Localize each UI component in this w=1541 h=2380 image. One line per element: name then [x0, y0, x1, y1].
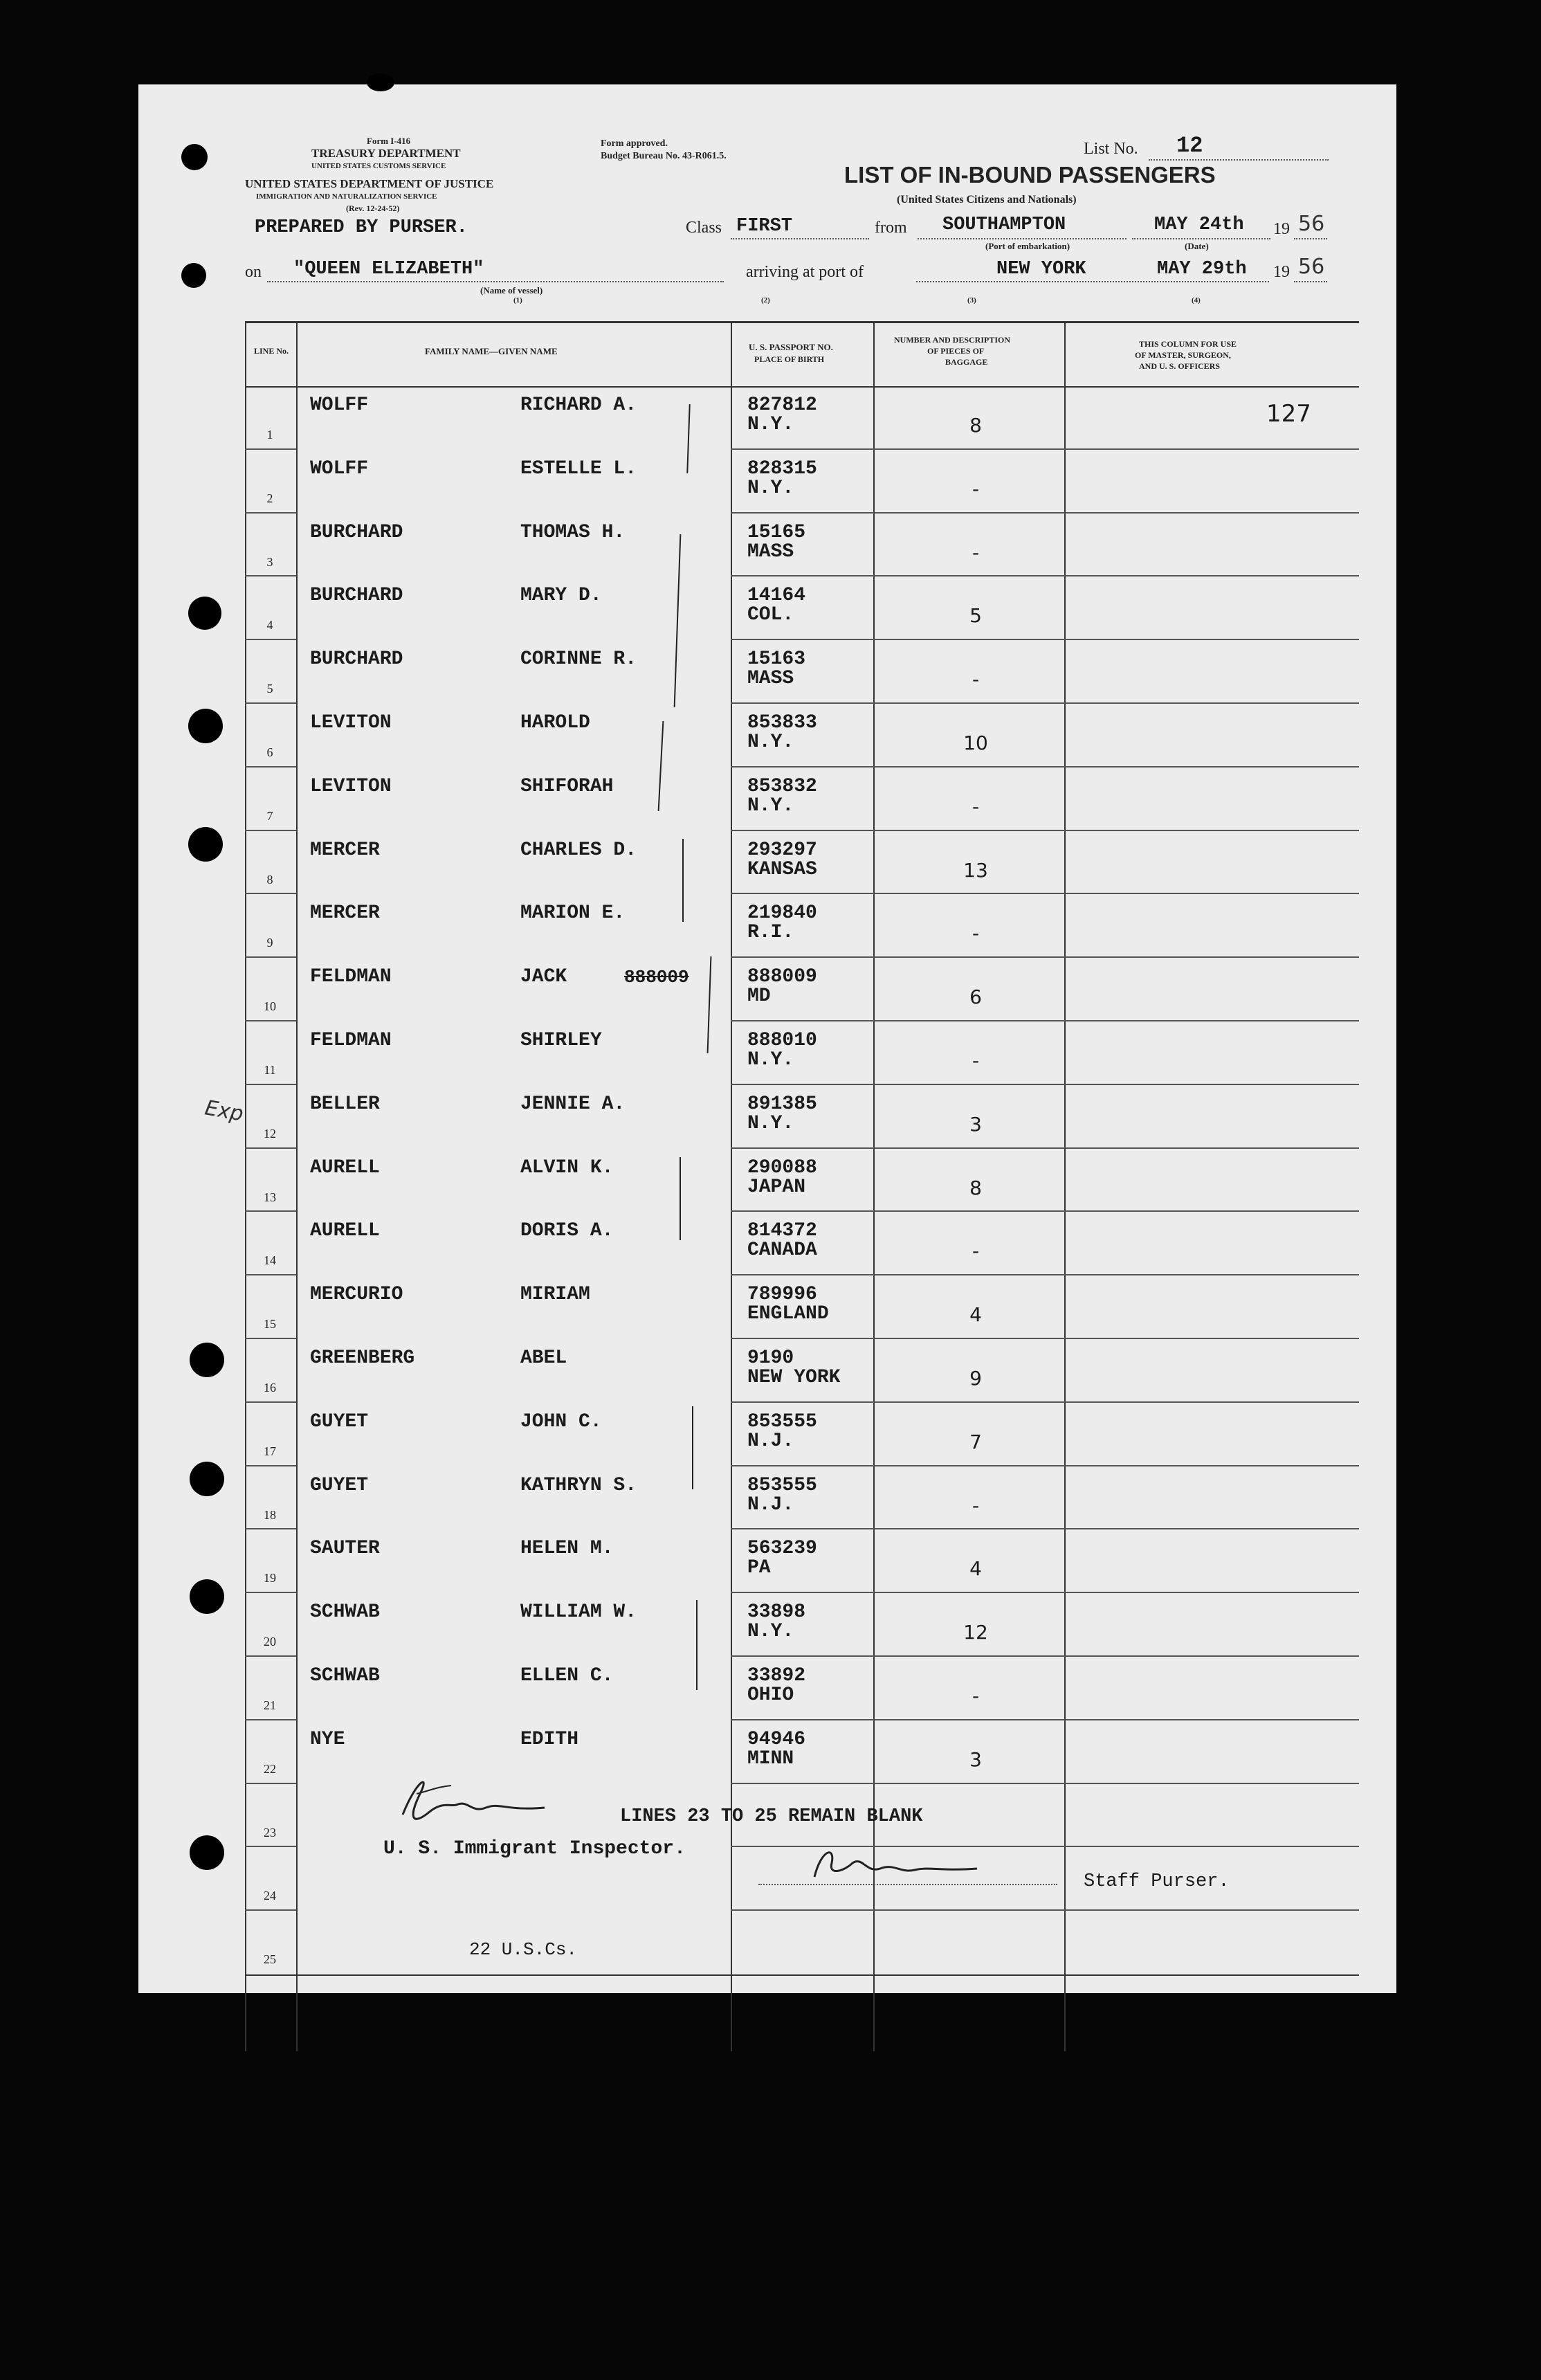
line-number: 2	[266, 491, 273, 505]
punch-hole	[190, 1835, 224, 1870]
passport-number: 94946	[747, 1728, 806, 1750]
line-number: 7	[266, 808, 273, 823]
date-caption: (Date)	[1185, 241, 1209, 251]
year1-prefix: 19	[1273, 220, 1290, 238]
baggage-count: 7	[969, 1430, 982, 1453]
line-rule	[245, 1465, 296, 1466]
family-name: BURCHARD	[310, 585, 403, 607]
row-rule	[731, 1084, 1359, 1085]
line-number: 15	[264, 1317, 276, 1332]
col-baggage-header-1: NUMBER AND DESCRIPTION	[894, 335, 1011, 345]
given-name: SHIRLEY	[520, 1030, 602, 1051]
place-of-birth: PA	[747, 1557, 771, 1579]
line-number: 8	[266, 872, 273, 887]
row-rule	[731, 1210, 1359, 1212]
family-name: GREENBERG	[310, 1347, 415, 1369]
row-rule	[731, 1783, 1359, 1784]
on-label: on	[245, 263, 262, 281]
struck-number: 888009	[624, 967, 689, 988]
line-number: 11	[264, 1063, 276, 1077]
passport-number: 888009	[747, 966, 817, 988]
row-rule	[731, 1020, 1359, 1021]
line-rule	[245, 512, 296, 514]
baggage-count: -	[972, 1049, 980, 1072]
passport-number: 853832	[747, 775, 817, 797]
line-rule	[245, 1401, 296, 1403]
place-of-birth: N.Y.	[747, 477, 794, 499]
list-no-value: 12	[1176, 133, 1203, 158]
col-officers-header-3: AND U. S. OFFICERS	[1139, 361, 1221, 371]
remain-blank-note: LINES 23 TO 25 REMAIN BLANK	[620, 1806, 923, 1827]
given-name: EDITH	[520, 1728, 579, 1750]
row-rule	[731, 1592, 1359, 1593]
class-label: Class	[686, 219, 722, 237]
family-name: BURCHARD	[310, 648, 403, 671]
place-of-birth: N.Y.	[747, 1621, 794, 1643]
given-name: HELEN M.	[520, 1538, 614, 1560]
place-of-birth: KANSAS	[747, 858, 817, 880]
family-name: SCHWAB	[310, 1665, 380, 1687]
family-name: LEVITON	[310, 775, 392, 797]
place-of-birth: MD	[747, 985, 771, 1008]
line-rule	[245, 1846, 296, 1847]
budget-bureau: Budget Bureau No. 43-R061.5.	[601, 151, 727, 161]
passport-number: 33898	[747, 1601, 806, 1624]
line-rule	[245, 1020, 296, 1021]
line-rule	[245, 1147, 296, 1149]
line-number: 25	[264, 1952, 276, 1967]
line-number: 24	[264, 1889, 276, 1903]
given-name: THOMAS H.	[520, 521, 626, 543]
line-number: 21	[264, 1698, 276, 1712]
family-name: MERCER	[310, 839, 380, 861]
line-rule	[245, 1274, 296, 1275]
form-approved: Form approved.	[601, 138, 668, 149]
family-name: AURELL	[310, 1156, 380, 1179]
line-number: 10	[264, 999, 276, 1014]
baggage-count: 12	[963, 1621, 988, 1644]
given-name: RICHARD A.	[520, 394, 637, 416]
year2-underline	[1294, 281, 1327, 282]
row-rule	[731, 639, 1359, 640]
baggage-count: 3	[969, 1112, 982, 1136]
baggage-count: -	[972, 1684, 980, 1707]
family-name: GUYET	[310, 1474, 369, 1496]
given-name: ABEL	[520, 1347, 567, 1369]
punch-hole	[181, 144, 208, 170]
given-name: ALVIN K.	[520, 1156, 614, 1179]
family-name: WOLFF	[310, 457, 369, 480]
margin-note: Exp	[203, 1096, 246, 1127]
line-number: 14	[264, 1253, 276, 1268]
line-number: 18	[264, 1507, 276, 1522]
col-passport-header-2: PLACE OF BIRTH	[754, 354, 825, 364]
row-rule	[731, 1338, 1359, 1339]
row-rule	[731, 1465, 1359, 1466]
passport-number: 814372	[747, 1220, 817, 1242]
baggage-col-rule	[1064, 321, 1066, 2051]
given-name: SHIFORAH	[520, 775, 614, 797]
punch-hole	[181, 263, 206, 288]
given-name: CORINNE R.	[520, 648, 637, 671]
line-rule	[245, 575, 296, 576]
inspector-caption: U. S. Immigrant Inspector.	[383, 1838, 686, 1860]
list-no-label: List No.	[1084, 140, 1138, 158]
col-passport-header-1: U. S. PASSPORT NO.	[749, 342, 833, 352]
purser-signature	[804, 1842, 984, 1891]
baggage-count: 6	[969, 985, 982, 1009]
dept-justice: UNITED STATES DEPARTMENT OF JUSTICE	[245, 177, 494, 190]
place-of-birth: N.Y.	[747, 1112, 794, 1134]
baggage-count: 13	[963, 858, 988, 882]
row-rule	[731, 830, 1359, 831]
place-of-birth: MASS	[747, 668, 794, 690]
table-left-rule	[245, 321, 246, 2051]
passport-number: 827812	[747, 394, 817, 416]
given-name: JENNIE A.	[520, 1093, 626, 1115]
family-name: MERCURIO	[310, 1284, 403, 1306]
punch-hole	[188, 709, 223, 743]
given-name: JOHN C.	[520, 1410, 602, 1433]
col-name-header: FAMILY NAME—GIVEN NAME	[425, 346, 558, 356]
from-underline	[918, 238, 1127, 239]
baggage-count: 4	[969, 1303, 982, 1327]
line-rule	[245, 448, 296, 450]
line-rule	[245, 1084, 296, 1085]
line-rule	[245, 1909, 296, 1911]
baggage-count: -	[972, 477, 980, 500]
place-of-birth: N.Y.	[747, 1049, 794, 1071]
dept-treasury: TREASURY DEPARTMENT	[311, 147, 461, 160]
line-number: 23	[264, 1825, 276, 1839]
family-name: MERCER	[310, 902, 380, 925]
class-value: FIRST	[736, 216, 793, 237]
family-name: FELDMAN	[310, 966, 392, 988]
row-rule	[731, 956, 1359, 958]
line-rule	[245, 956, 296, 958]
port-underline	[916, 281, 1269, 282]
line-rule	[245, 1719, 296, 1720]
place-of-birth: CANADA	[747, 1239, 817, 1262]
family-name: AURELL	[310, 1220, 380, 1242]
passport-number: 563239	[747, 1538, 817, 1560]
baggage-count: 4	[969, 1557, 982, 1581]
family-name: NYE	[310, 1728, 345, 1750]
row-rule	[731, 1147, 1359, 1149]
given-name: MARY D.	[520, 585, 602, 607]
line-rule	[245, 1338, 296, 1339]
given-name: MARION E.	[520, 902, 626, 925]
family-bracket	[682, 839, 684, 922]
manifest-page	[138, 84, 1396, 1993]
baggage-count: 10	[963, 732, 988, 754]
page-subtitle: (United States Citizens and Nationals)	[897, 194, 1077, 206]
arrival-port: NEW YORK	[996, 259, 1086, 280]
prepared-by: PREPARED BY PURSER.	[255, 217, 468, 238]
line-number: 9	[266, 936, 273, 950]
col-baggage-header-3: BAGGAGE	[945, 357, 988, 367]
baggage-count: 5	[969, 604, 982, 628]
line-number: 5	[266, 682, 273, 696]
year1-value: 56	[1298, 212, 1325, 236]
year2-prefix: 19	[1273, 263, 1290, 281]
punch-hole	[188, 827, 223, 862]
row-rule	[731, 1401, 1359, 1403]
col-line-header: LINE No.	[253, 346, 289, 356]
place-of-birth: N.J.	[747, 1430, 794, 1452]
line-number: 16	[264, 1381, 276, 1395]
caption-2: (2)	[761, 296, 770, 305]
row-rule	[731, 893, 1359, 894]
family-bracket	[658, 721, 664, 811]
from-label: from	[875, 219, 907, 237]
caption-4: (4)	[1192, 296, 1201, 305]
line-rule	[245, 702, 296, 704]
line-rule	[245, 1592, 296, 1593]
given-name: ESTELLE L.	[520, 457, 637, 480]
given-name: MIRIAM	[520, 1284, 590, 1306]
dept-treasury-sub: UNITED STATES CUSTOMS SERVICE	[311, 162, 446, 170]
line-number: 1	[266, 428, 273, 442]
revision: (Rev. 12-24-52)	[346, 203, 400, 213]
officer-notation: 127	[1266, 400, 1311, 428]
baggage-count: -	[972, 541, 980, 564]
line-rule	[245, 639, 296, 640]
year2-value: 56	[1298, 255, 1325, 279]
ink-blot	[367, 73, 394, 91]
header-bottom-rule	[245, 386, 1359, 388]
family-bracket	[674, 534, 682, 707]
baggage-count: -	[972, 1493, 980, 1517]
line-number: 4	[266, 618, 273, 633]
line-rule	[245, 830, 296, 831]
family-name: GUYET	[310, 1410, 369, 1433]
caption-1: (1)	[513, 296, 522, 305]
row-rule	[731, 1719, 1359, 1720]
col-officers-header-2: OF MASTER, SURGEON,	[1135, 350, 1231, 360]
given-name: KATHRYN S.	[520, 1474, 637, 1496]
from-value: SOUTHAMPTON	[942, 215, 1066, 235]
place-of-birth: N.Y.	[747, 732, 794, 753]
passport-col-rule	[873, 321, 875, 2051]
line-number: 13	[264, 1190, 276, 1204]
col-officers-header-1: THIS COLUMN FOR USE	[1139, 339, 1237, 349]
baggage-count: 3	[969, 1747, 982, 1771]
total-us-citizens: 22 U.S.Cs.	[469, 1939, 578, 1960]
family-name: LEVITON	[310, 712, 392, 734]
given-name: HAROLD	[520, 712, 590, 734]
punch-hole	[190, 1462, 224, 1496]
date1-value: MAY 24th	[1154, 215, 1244, 235]
year1-underline	[1294, 238, 1327, 239]
given-name: DORIS A.	[520, 1220, 614, 1242]
family-bracket	[680, 1157, 681, 1240]
passport-number: 891385	[747, 1093, 817, 1115]
date1-underline	[1132, 238, 1270, 239]
baggage-count: 8	[969, 1176, 982, 1199]
line-rule	[245, 1783, 296, 1784]
baggage-count: -	[972, 668, 980, 691]
caption-3: (3)	[967, 296, 976, 305]
place-of-birth: N.Y.	[747, 414, 794, 435]
punch-hole	[190, 1343, 224, 1377]
passport-number: 14164	[747, 585, 806, 607]
passport-number: 888010	[747, 1030, 817, 1051]
place-of-birth: ENGLAND	[747, 1303, 829, 1325]
line-number: 12	[264, 1126, 276, 1141]
line-rule	[245, 1655, 296, 1657]
line-number: 19	[264, 1571, 276, 1586]
line-col-rule	[296, 321, 298, 2051]
row-rule	[731, 1655, 1359, 1657]
line-rule	[245, 1210, 296, 1212]
passport-number: 9190	[747, 1347, 794, 1369]
row-rule	[731, 766, 1359, 767]
punch-hole	[188, 597, 221, 630]
passport-number: 828315	[747, 457, 817, 480]
row-rule	[731, 575, 1359, 576]
line-number: 22	[264, 1761, 276, 1776]
family-name: SAUTER	[310, 1538, 380, 1560]
vessel-caption: (Name of vessel)	[480, 285, 543, 296]
passport-number: 219840	[747, 902, 817, 925]
row-rule	[731, 1274, 1359, 1275]
family-bracket	[696, 1600, 697, 1690]
family-name: SCHWAB	[310, 1601, 380, 1624]
arrival-date: MAY 29th	[1157, 259, 1247, 280]
baggage-count: -	[972, 794, 980, 818]
family-name: BELLER	[310, 1093, 380, 1115]
passport-number: 293297	[747, 839, 817, 861]
passport-number: 853555	[747, 1474, 817, 1496]
baggage-count: 8	[969, 414, 982, 437]
class-underline	[731, 238, 869, 239]
row-rule	[731, 448, 1359, 450]
family-name: FELDMAN	[310, 1030, 392, 1051]
line-rule	[245, 893, 296, 894]
place-of-birth: COL.	[747, 604, 794, 626]
passport-number: 853555	[747, 1410, 817, 1433]
line-rule	[245, 1528, 296, 1529]
place-of-birth: NEW YORK	[747, 1367, 841, 1388]
passport-number: 789996	[747, 1284, 817, 1306]
passport-number: 290088	[747, 1156, 817, 1179]
place-of-birth: OHIO	[747, 1684, 794, 1706]
baggage-count: -	[972, 922, 980, 945]
line-number: 3	[266, 554, 273, 569]
place-of-birth: N.Y.	[747, 794, 794, 817]
family-bracket	[692, 1406, 693, 1489]
baggage-count: 9	[969, 1367, 982, 1390]
given-name: CHARLES D.	[520, 839, 637, 861]
line-number: 20	[264, 1635, 276, 1649]
line-number: 17	[264, 1444, 276, 1458]
row-rule	[731, 1909, 1359, 1911]
page-title: LIST OF IN-BOUND PASSENGERS	[844, 162, 1216, 188]
place-of-birth: N.J.	[747, 1493, 794, 1516]
line-number: 6	[266, 745, 273, 759]
row-rule	[731, 702, 1359, 704]
form-id: Form I-416	[367, 136, 411, 146]
family-name: BURCHARD	[310, 521, 403, 543]
place-of-birth: MINN	[747, 1747, 794, 1770]
row-rule	[731, 1528, 1359, 1529]
family-name: WOLFF	[310, 394, 369, 416]
col-baggage-header-2: OF PIECES OF	[927, 346, 985, 356]
row-rule	[731, 512, 1359, 514]
given-name: ELLEN C.	[520, 1665, 614, 1687]
staff-purser-caption: Staff Purser.	[1084, 1871, 1230, 1892]
passport-number: 15163	[747, 648, 806, 671]
table-top-rule	[245, 321, 1359, 323]
place-of-birth: JAPAN	[747, 1176, 806, 1198]
family-bracket	[707, 956, 712, 1053]
passport-number: 33892	[747, 1665, 806, 1687]
port-caption: (Port of embarkation)	[985, 241, 1070, 251]
vessel-underline	[267, 281, 724, 282]
baggage-count: -	[972, 1239, 980, 1263]
dept-justice-sub: IMMIGRATION AND NATURALIZATION SERVICE	[256, 192, 437, 201]
place-of-birth: R.I.	[747, 922, 794, 944]
place-of-birth: MASS	[747, 541, 794, 563]
passport-number: 853833	[747, 712, 817, 734]
table-bottom-rule	[245, 1974, 1359, 1976]
passport-number: 15165	[747, 521, 806, 543]
given-name: WILLIAM W.	[520, 1601, 637, 1624]
punch-hole	[190, 1579, 224, 1614]
family-bracket	[686, 404, 690, 473]
vessel-name: "QUEEN ELIZABETH"	[293, 259, 484, 280]
given-name: JACK	[520, 966, 567, 988]
name-col-rule	[731, 321, 732, 2051]
inspector-signature	[389, 1773, 548, 1828]
arriving-label: arriving at port of	[746, 263, 864, 281]
list-no-underline	[1149, 159, 1329, 161]
line-rule	[245, 766, 296, 767]
